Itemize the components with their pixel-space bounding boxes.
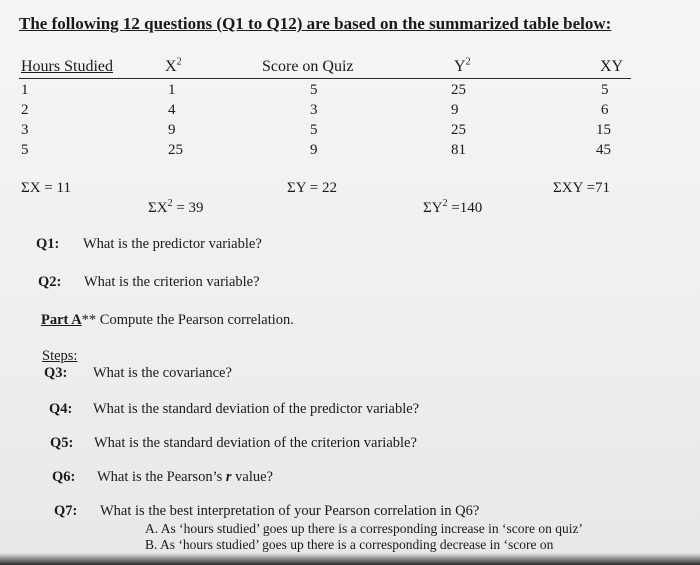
question-q4: [49, 401, 420, 418]
sum-x: ΣX = 11: [21, 180, 71, 196]
table-cell: 5: [310, 82, 318, 98]
header-score-on-quiz: Score on Quiz: [262, 58, 354, 75]
table-cell: 45: [596, 142, 611, 158]
question-q3: [44, 365, 232, 382]
question-q6: [52, 469, 273, 486]
table-cell: 81: [451, 142, 466, 158]
table-cell: 5: [601, 82, 609, 98]
question-text: What is the best interpretation of your Pearson correlation in Q6?: [100, 503, 480, 519]
table-cell: 4: [168, 102, 176, 118]
sum-y-squared: $\Sigma Y^2 =140$: [423, 198, 483, 216]
header-x-squared: $X^2$: [165, 56, 182, 75]
header-y-squared: $Y^2$: [454, 56, 471, 75]
table-cell: 25: [451, 122, 466, 138]
table-cell: 25: [168, 142, 183, 158]
column-x-squared: [168, 80, 183, 160]
header-xy: XY: [600, 58, 624, 75]
question-q5: [50, 435, 417, 452]
header-hours-studied: Hours Studied: [21, 58, 113, 75]
table-cell: 15: [596, 122, 611, 138]
table-cell: 5: [21, 142, 29, 158]
question-label: Q5:: [50, 435, 74, 451]
table-cell: 25: [451, 82, 466, 98]
q7-option-b: B. As ‘hours studied’ goes up there is a corresponding decrease in ‘score on: [145, 537, 554, 552]
header-divider: [19, 78, 631, 79]
table-cell: 9: [310, 142, 318, 158]
part-a-text: Compute the Pearson correlation.: [96, 312, 294, 328]
table-cell: 9: [451, 102, 459, 118]
question-text: What is the predictor variable?: [83, 236, 262, 252]
question-label: Q1:: [36, 236, 60, 252]
column-y-squared: [451, 80, 466, 160]
sum-x-squared: $\Sigma X^2 = 39$: [148, 198, 204, 216]
question-label: Q7:: [54, 503, 78, 519]
sum-y: ΣY = 22: [287, 180, 337, 196]
column-hours: [21, 80, 29, 160]
table-cell: 6: [601, 102, 609, 118]
question-q2: [38, 274, 260, 291]
question-text: What is the covariance?: [93, 365, 232, 381]
table-cell: 9: [168, 122, 176, 138]
question-text: What is the standard deviation of the predictor variable?: [93, 401, 420, 417]
steps-label: Steps:: [42, 348, 78, 364]
question-label: Q2:: [38, 274, 62, 290]
question-label: Q6:: [52, 469, 76, 485]
sum-xy: ΣXY =71: [553, 180, 611, 196]
question-text: What is the criterion variable?: [84, 274, 260, 290]
table-cell: 5: [310, 122, 318, 138]
q7-option-a: A. As ‘hours studied’ goes up there is a corresponding increase in ‘score on quiz’: [145, 521, 584, 536]
bottom-shadow: [0, 553, 700, 565]
table-cell: 1: [168, 82, 176, 98]
part-a-label: Part A: [41, 312, 82, 328]
question-label: Q3:: [44, 365, 68, 381]
table-cell: 3: [21, 122, 29, 138]
table-cell: 1: [21, 82, 29, 98]
question-text: What is the standard deviation of the criterion variable?: [94, 435, 417, 451]
table-cell: 2: [21, 102, 29, 118]
question-text: What is the Pearson’s r value?: [97, 469, 273, 485]
page-title: The following 12 questions (Q1 to Q12) are based on the summarized table below:: [19, 14, 612, 33]
column-score: [310, 80, 318, 160]
column-xy: [596, 80, 611, 160]
question-label: Q4:: [49, 401, 73, 417]
table-cell: 3: [310, 102, 318, 118]
part-a-stars: **: [81, 312, 97, 328]
part-a-heading: [41, 312, 294, 329]
question-q7: [54, 503, 480, 520]
question-q1: [36, 236, 262, 253]
